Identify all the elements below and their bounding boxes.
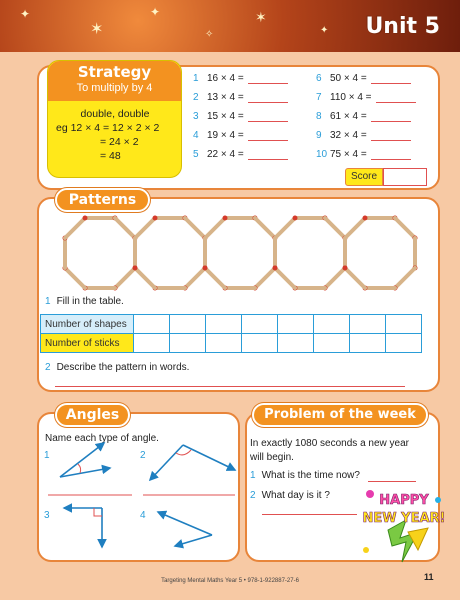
table-cell[interactable] [170,315,206,334]
answer-line[interactable] [371,131,411,141]
matchstick-head [83,216,88,221]
angles-title: Angles [55,403,130,427]
matchstick [185,218,205,238]
matchstick-head [343,266,348,271]
sparkle-icon: ✧ [205,29,214,40]
sparkle-icon: ✦ [20,7,31,21]
acute-angle-4 [158,512,212,546]
row-header-shapes: Number of shapes [41,315,134,334]
matchstick [185,268,205,288]
strategy-line: = 48 [100,150,121,162]
question-number: 8 [316,111,322,122]
strategy-subtitle: To multiply by 4 [76,82,153,94]
angle-label: 1 [44,450,50,461]
multiplication-question [316,92,416,103]
angle-label: 4 [140,510,146,521]
question-number: 2 [193,92,199,103]
matchstick-head [363,216,368,221]
question-text: 61 × 4 = [330,111,367,122]
answer-line[interactable] [248,74,288,84]
answer-line[interactable] [248,131,288,141]
question-text: 13 × 4 = [207,92,244,103]
question-text: What day is it ? [261,490,330,501]
row-header-sticks: Number of sticks [41,334,134,353]
table-row [41,315,422,334]
multiplication-question [193,149,288,160]
matchstick [395,218,415,238]
matchstick [325,268,345,288]
matchstick [65,268,85,288]
matchstick-head [133,266,138,271]
table-cell[interactable] [350,315,386,334]
strategy-header [48,61,181,101]
matchstick-head [223,216,228,221]
happy-new-year-badge [358,480,450,570]
table-cell[interactable] [386,334,422,353]
matchstick [115,218,135,238]
angles-instruction: Name each type of angle. [45,433,159,444]
question-text: 16 × 4 = [207,73,244,84]
question-text: What is the time now? [261,470,360,481]
matchstick-head [153,216,158,221]
patterns-question-1 [45,296,124,307]
matchstick [345,218,365,238]
matchstick-head [203,266,208,271]
strategy-line: = 24 × 2 [100,136,139,148]
question-number: 2 [250,490,256,501]
problem-question-1 [250,470,360,481]
obtuse-angle-2 [150,445,235,480]
multiplication-question [316,73,411,84]
table-cell[interactable] [350,334,386,353]
problem-title: Problem of the week [252,403,428,427]
acute-angle-1 [60,443,110,477]
answer-line[interactable] [262,514,357,515]
angle-label: 3 [44,510,50,521]
matchstick [275,218,295,238]
strategy-line: eg 12 × 4 = 12 × 2 × 2 [56,122,160,134]
table-cell[interactable] [134,315,170,334]
strategy-title: Strategy [77,63,152,81]
question-number: 4 [193,130,199,141]
multiplication-question [316,111,411,122]
strategy-box [47,60,182,178]
badge-text-happy: HAPPY [379,493,429,508]
table-cell[interactable] [134,334,170,353]
right-angle-3 [64,508,102,547]
matchstick [65,218,85,238]
question-text: Describe the pattern in words. [56,362,190,373]
answer-line[interactable] [371,74,411,84]
matchstick [275,268,295,288]
sparkle-icon: ✶ [90,21,104,38]
unit-title: Unit 5 [365,14,440,39]
question-number: 5 [193,149,199,160]
question-text: Fill in the table. [56,296,124,307]
page-number: 11 [424,572,434,582]
table-cell[interactable] [206,334,242,353]
matchstick [395,268,415,288]
question-text: 50 × 4 = [330,73,367,84]
table-cell[interactable] [170,334,206,353]
question-number: 1 [250,470,256,481]
multiplication-question [193,92,288,103]
table-cell[interactable] [314,334,350,353]
pattern-table [40,314,422,353]
badge-text-new-year: NEW YEAR! [362,511,446,526]
strategy-line: double, double [80,108,150,120]
matchstick [255,218,275,238]
question-number: 3 [193,111,199,122]
problem-text-line: In exactly 1080 seconds a new year [250,438,409,449]
matchstick [115,268,135,288]
matchstick [325,218,345,238]
sparkle-icon: ✦ [150,5,161,19]
question-number: 2 [45,362,51,373]
top-banner [0,0,460,52]
table-cell[interactable] [386,315,422,334]
table-cell[interactable] [206,315,242,334]
sparkle-icon: ✶ [255,9,267,25]
patterns-question-2 [45,362,189,373]
matchstick [135,218,155,238]
problem-question-2 [250,490,330,501]
question-text: 75 × 4 = [330,149,367,160]
multiplication-question [193,73,288,84]
question-text: 32 × 4 = [330,130,367,141]
answer-line[interactable] [371,150,411,160]
question-number: 1 [193,73,199,84]
question-text: 15 × 4 = [207,111,244,122]
table-cell[interactable] [278,315,314,334]
matchstick-head [273,266,278,271]
table-cell[interactable] [242,315,278,334]
multiplication-question [316,130,411,141]
table-row [41,334,422,353]
problem-text-line: will begin. [250,452,294,463]
multiplication-question [193,130,288,141]
patterns-title: Patterns [55,188,150,212]
question-number: 10 [316,149,328,160]
question-text: 22 × 4 = [207,149,244,160]
answer-line[interactable] [248,150,288,160]
angles-diagram [40,440,240,560]
multiplication-question [193,111,288,122]
answer-line[interactable] [376,93,416,103]
answer-line[interactable] [55,386,405,387]
answer-line[interactable] [371,112,411,122]
answer-line[interactable] [248,93,288,103]
sparkle-icon: ✦ [320,25,329,36]
matchstick [205,268,225,288]
matchstick-head [293,216,298,221]
question-number: 6 [316,73,322,84]
matchstick-octagons-diagram [60,210,420,300]
question-number: 1 [45,296,51,307]
answer-line[interactable] [248,112,288,122]
angle-label: 2 [140,450,146,461]
question-number: 9 [316,130,322,141]
table-cell[interactable] [278,334,314,353]
question-text: 110 × 4 = [330,92,372,103]
multiplication-question [316,149,411,160]
matchstick [255,268,275,288]
score-label: Score [345,168,383,186]
table-cell[interactable] [242,334,278,353]
score-field[interactable] [383,168,427,186]
matchstick [205,218,225,238]
matchstick [345,268,365,288]
table-cell[interactable] [314,315,350,334]
footer-credit: Targeting Mental Maths Year 5 • 978-1-922887-27-6 [161,578,299,584]
strategy-example [56,107,174,163]
matchstick [135,268,155,288]
question-number: 7 [316,92,322,103]
question-text: 19 × 4 = [207,130,244,141]
